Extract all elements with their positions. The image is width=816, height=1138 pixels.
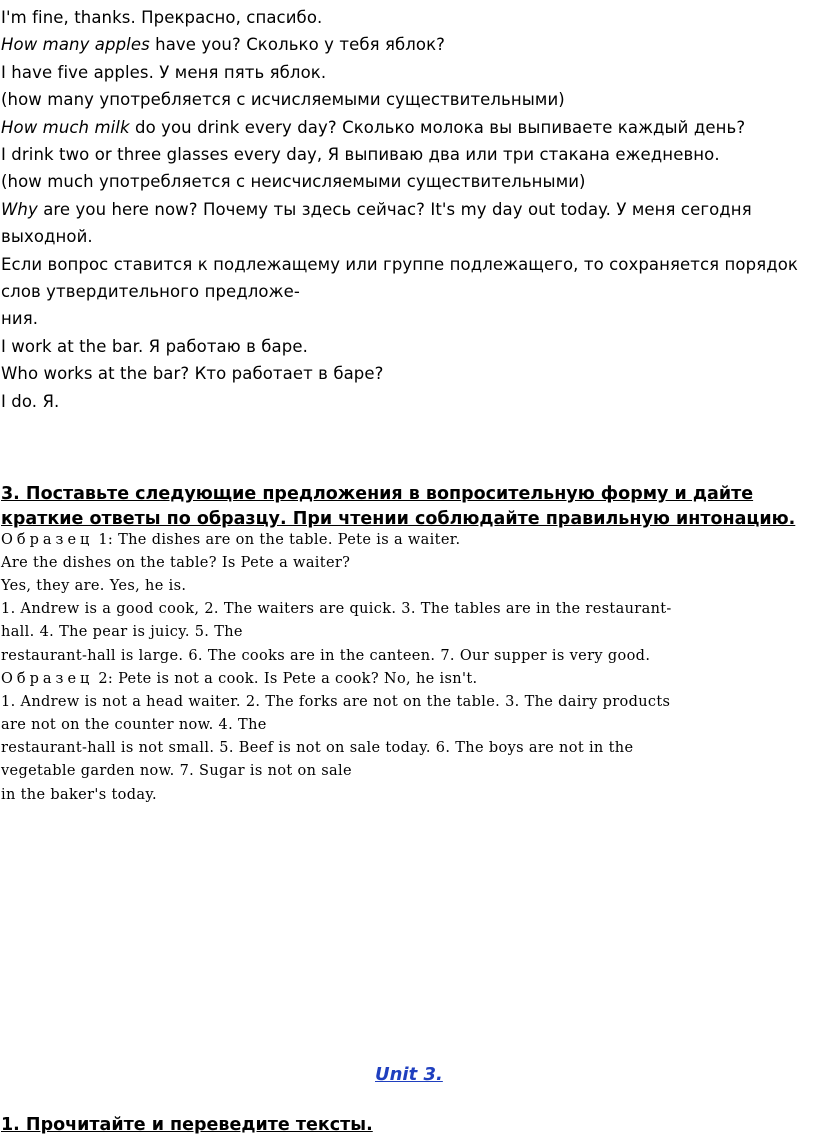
text-line: are not on the counter now. 4. The: [1, 717, 267, 733]
text-line: 1. Andrew is not a head waiter. 2. The forks are not on the table. 3. The dairy products: [1, 694, 671, 710]
text-span: 1: The dishes are on the table. Pete is a waiter.: [93, 532, 461, 548]
exercise-heading: краткие ответы по образцу. При чтении соблюдайте правильную интонацию.: [1, 509, 796, 529]
text-line: I work at the bar. Я работаю в баре.: [1, 337, 308, 356]
text-line: [1, 668, 477, 691]
exercise-heading: 3. Поставьте следующие предложения в вопросительную форму и дайте: [1, 484, 754, 504]
text-line: (how much употребляется с неисчисляемыми существительными): [1, 172, 586, 191]
text-line: in the baker's today.: [1, 787, 157, 803]
text-line: Who works at the bar? Кто работает в баре?: [1, 364, 384, 383]
text-line: Если вопрос ставится к подлежащему или группе подлежащего, то сохраняется порядок: [1, 255, 798, 274]
text-line: I'm fine, thanks. Прекрасно, спасибо.: [1, 8, 323, 27]
text-line: выходной.: [1, 227, 93, 246]
sample-label: Образец: [1, 532, 94, 548]
text-line: [1, 196, 752, 223]
text-line: restaurant-hall is not small. 5. Beef is not on sale today. 6. The boys are not in the: [1, 740, 634, 756]
exercise-heading: 1. Прочитайте и переведите тексты.: [1, 1115, 373, 1135]
text-line: [1, 114, 745, 141]
text-line: (how many употребляется с исчисляемыми существительными): [1, 90, 565, 109]
text-line: I do. Я.: [1, 392, 60, 411]
text-line: hall. 4. The pear is juicy. 5. The: [1, 624, 243, 640]
text-line: I have five apples. У меня пять яблок.: [1, 63, 327, 82]
text-span: have you? Сколько у тебя яблок?: [149, 35, 446, 54]
text-line: Are the dishes on the table? Is Pete a waiter?: [1, 555, 351, 571]
italic-phrase: How many apples: [1, 35, 150, 54]
text-span: do you drink every day? Сколько молока вы выпиваете каждый день?: [129, 118, 746, 137]
italic-phrase: Why: [1, 200, 38, 219]
text-line: I drink two or three glasses every day, Я выпиваю два или три стакана ежедневно.: [1, 145, 720, 164]
text-line: [1, 31, 445, 58]
text-line: [1, 529, 460, 552]
unit-title: Unit 3.: [375, 1064, 443, 1085]
sample-label: Образец: [1, 671, 94, 687]
text-span: are you here now? Почему ты здесь сейчас? It's my day out today. У меня сегодня: [37, 200, 752, 219]
text-line: Yes, they are. Yes, he is.: [1, 578, 187, 594]
text-line: 1. Andrew is a good cook, 2. The waiters are quick. 3. The tables are in the restaurant-: [1, 601, 672, 617]
text-line: vegetable garden now. 7. Sugar is not on sale: [1, 763, 352, 779]
italic-phrase: How much milk: [1, 118, 130, 137]
text-span: 2: Pete is not a cook. Is Pete a cook? No, he isn't.: [93, 671, 478, 687]
text-line: ния.: [1, 309, 39, 328]
text-line: restaurant-hall is large. 6. The cooks are in the canteen. 7. Our supper is very good.: [1, 648, 651, 664]
text-line: слов утвердительного предложе-: [1, 282, 300, 301]
